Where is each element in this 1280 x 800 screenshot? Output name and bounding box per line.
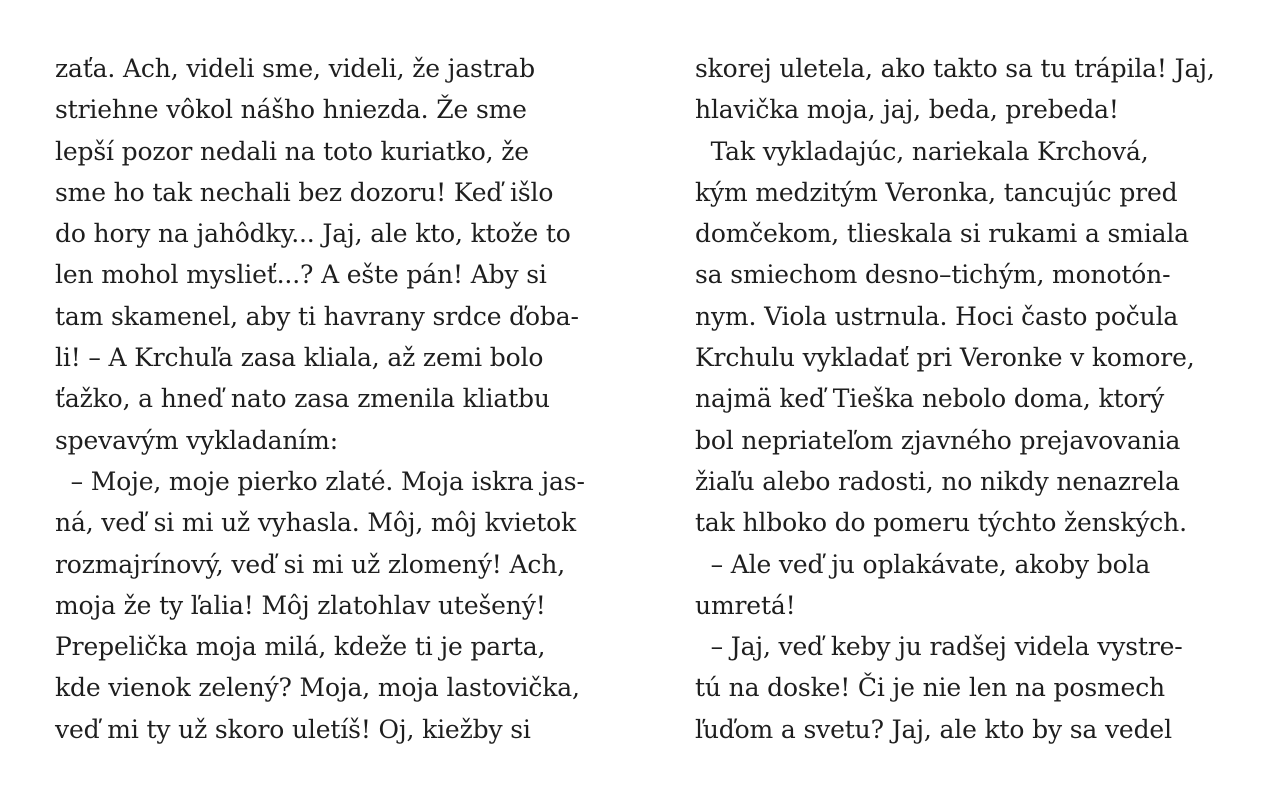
right-text-line: sa smiechom desno–tichým, monotón- [695, 260, 1171, 290]
book-page-spread [0, 48, 1280, 788]
left-text-line: spevavým vykladaním: [55, 425, 338, 455]
right-text-line: Tak vykladajúc, nariekala Krchová, [695, 136, 1149, 166]
right-text-line: Krchulu vykladať pri Veronke v komore, [695, 343, 1195, 373]
right-text-line: najmä keď Tieška nebolo doma, ktorý [695, 384, 1165, 414]
right-text-line: hlavička moja, jaj, beda, prebeda! [695, 95, 1119, 125]
right-text-line: bol nepriateľom zjavného prejavovania [695, 425, 1181, 455]
left-text-line: lepší pozor nedali na toto kuriatko, že [55, 136, 529, 166]
left-text-line: do hory na jahôdky... Jaj, ale kto, ktože to [55, 219, 571, 249]
right-text-line: domčekom, tlieskala si rukami a smiala [695, 219, 1189, 249]
right-text-line: tak hlboko do pomeru týchto ženských. [695, 508, 1187, 538]
left-text-line: – Moje, moje pierko zlaté. Moja iskra jas- [55, 466, 585, 496]
left-text-line: tam skamenel, aby ti havrany srdce ďoba- [55, 301, 579, 331]
left-page-column [55, 48, 615, 750]
right-text-line: skorej uletela, ako takto sa tu trápila! Jaj, [695, 54, 1215, 83]
left-text-line: ná, veď si mi už vyhasla. Môj, môj kvietok [55, 508, 577, 538]
right-text-line: kým medzitým Veronka, tancujúc pred [695, 177, 1178, 207]
left-text-line: ťažko, a hneď nato zasa zmenila kliatbu [55, 384, 550, 414]
right-text-line: tú na doske! Či je nie len na posmech [695, 673, 1165, 703]
right-page-column [695, 48, 1255, 750]
left-text-line: rozmajrínový, veď si mi už zlomený! Ach, [55, 549, 566, 579]
right-text-line: – Ale veď ju oplakávate, akoby bola [695, 549, 1151, 579]
left-text-line: li! – A Krchuľa zasa kliala, až zemi bolo [55, 343, 544, 373]
right-text-line: – Jaj, veď keby ju radšej videla vystre- [695, 632, 1183, 662]
left-text-line: striehne vôkol nášho hniezda. Že sme [55, 95, 527, 125]
left-text-line: zaťa. Ach, videli sme, videli, že jastrab [55, 54, 536, 83]
right-text-line: žiaľu alebo radosti, no nikdy nenazrela [695, 466, 1180, 496]
left-text-line: Prepelička moja milá, kdeže ti je parta, [55, 632, 546, 662]
right-text-line: nym. Viola ustrnula. Hoci často počula [695, 301, 1179, 331]
left-text-line: kde vienok zelený? Moja, moja lastovička, [55, 673, 580, 703]
left-text-line: len mohol myslieť...? A ešte pán! Aby si [55, 260, 547, 290]
right-text-line: ľuďom a svetu? Jaj, ale kto by sa vedel [695, 714, 1172, 744]
left-text-line: veď mi ty už skoro uletíš! Oj, kiežby si [55, 714, 531, 744]
left-text-line: moja že ty ľalia! Môj zlatohlav utešený! [55, 590, 546, 620]
right-text-line: umretá! [695, 590, 796, 620]
left-text-line: sme ho tak nechali bez dozoru! Keď išlo [55, 177, 554, 207]
